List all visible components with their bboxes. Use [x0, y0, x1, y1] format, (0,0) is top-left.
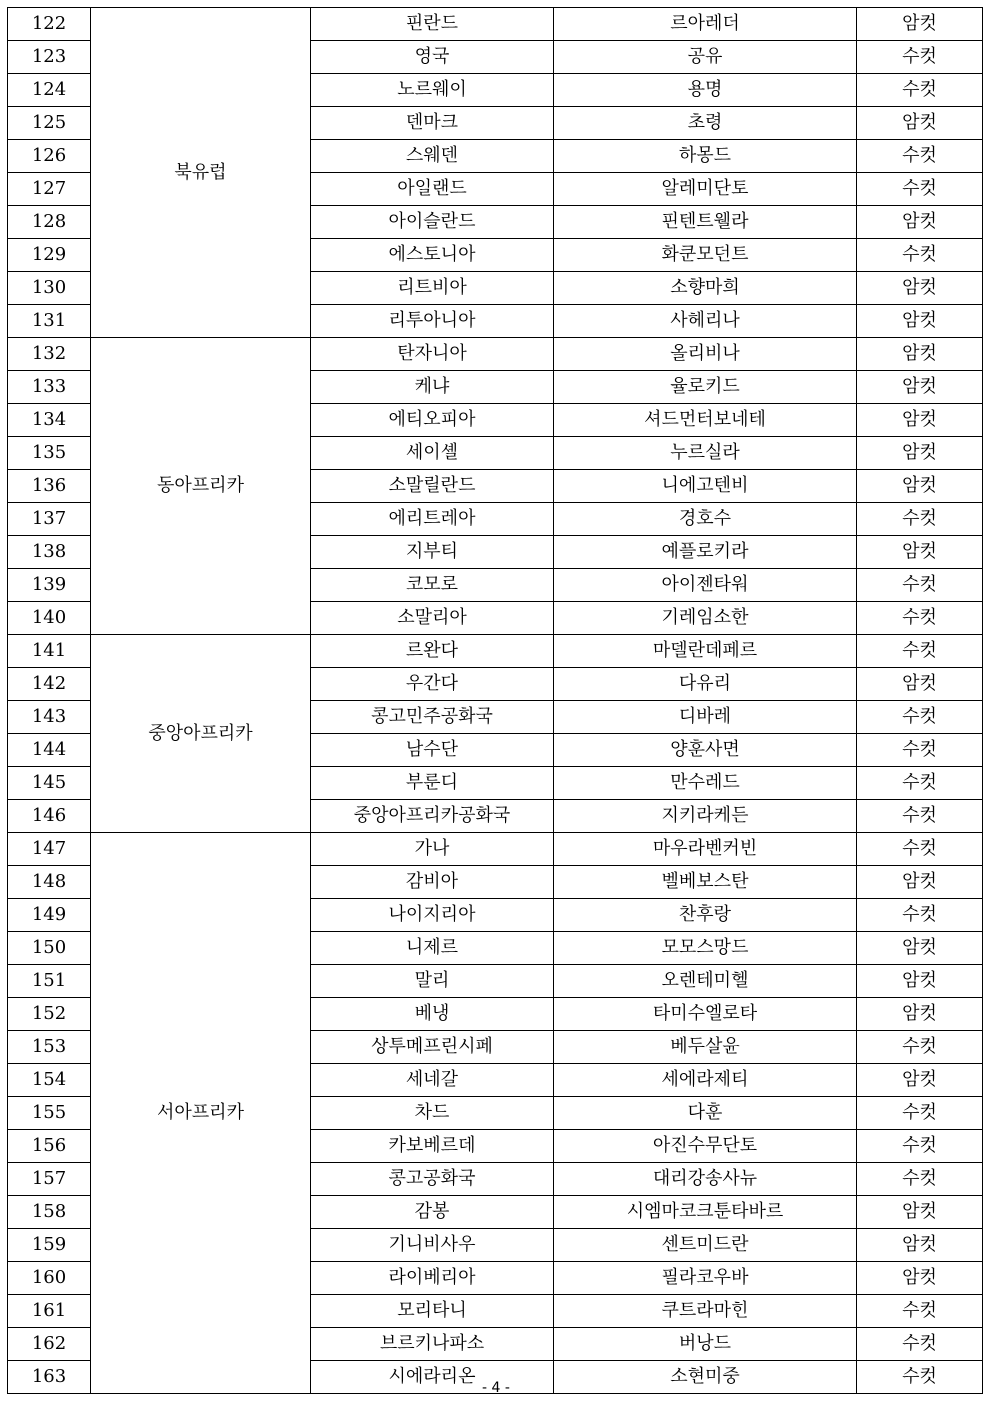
- animal-name-cell: 모모스망드: [554, 932, 857, 965]
- country-name-cell: 콩고민주공화국: [311, 701, 554, 734]
- row-number: 148: [8, 866, 91, 899]
- country-name-cell: 아이슬란드: [311, 206, 554, 239]
- animal-name-cell: 지키라케든: [554, 800, 857, 833]
- sex-cell: 암컷: [857, 932, 983, 965]
- sex-cell: 암컷: [857, 668, 983, 701]
- row-number: 155: [8, 1097, 91, 1130]
- country-name-cell: 니제르: [311, 932, 554, 965]
- row-number: 142: [8, 668, 91, 701]
- animal-name-cell: 시엠마코크툰타바르: [554, 1196, 857, 1229]
- row-number: 147: [8, 833, 91, 866]
- row-number: 130: [8, 272, 91, 305]
- country-name-cell: 우간다: [311, 668, 554, 701]
- row-number: 125: [8, 107, 91, 140]
- sex-cell: 수컷: [857, 767, 983, 800]
- sex-cell: 수컷: [857, 503, 983, 536]
- animal-name-cell: 다유리: [554, 668, 857, 701]
- sex-cell: 수컷: [857, 734, 983, 767]
- row-number: 163: [8, 1361, 91, 1394]
- country-name-cell: 에스토니아: [311, 239, 554, 272]
- region-name: 중앙아프리카: [91, 635, 311, 833]
- row-number: 137: [8, 503, 91, 536]
- sex-cell: 암컷: [857, 206, 983, 239]
- sex-cell: 수컷: [857, 140, 983, 173]
- row-number: 158: [8, 1196, 91, 1229]
- sex-cell: 암컷: [857, 338, 983, 371]
- country-name-cell: 탄자니아: [311, 338, 554, 371]
- sex-cell: 수컷: [857, 569, 983, 602]
- sex-cell: 수컷: [857, 833, 983, 866]
- animal-name-cell: 용명: [554, 74, 857, 107]
- country-name-cell: 베냉: [311, 998, 554, 1031]
- animal-name-cell: 오렌테미헬: [554, 965, 857, 998]
- animal-name-cell: 예플로키라: [554, 536, 857, 569]
- country-name-cell: 상투메프린시페: [311, 1031, 554, 1064]
- page-number: - 4 -: [482, 1380, 510, 1396]
- row-number: 145: [8, 767, 91, 800]
- country-name-cell: 말리: [311, 965, 554, 998]
- row-number: 122: [8, 8, 91, 41]
- sex-cell: 수컷: [857, 701, 983, 734]
- sex-cell: 수컷: [857, 74, 983, 107]
- country-name-cell: 남수단: [311, 734, 554, 767]
- sex-cell: 수컷: [857, 239, 983, 272]
- row-number: 126: [8, 140, 91, 173]
- country-name-cell: 핀란드: [311, 8, 554, 41]
- row-number: 134: [8, 404, 91, 437]
- sex-cell: 암컷: [857, 8, 983, 41]
- animal-name-cell: 누르실라: [554, 437, 857, 470]
- row-number: 153: [8, 1031, 91, 1064]
- animal-name-cell: 센트미드란: [554, 1229, 857, 1262]
- sex-cell: 수컷: [857, 800, 983, 833]
- row-number: 132: [8, 338, 91, 371]
- row-number: 124: [8, 74, 91, 107]
- animal-name-cell: 사헤리나: [554, 305, 857, 338]
- animal-name-cell: 하몽드: [554, 140, 857, 173]
- sex-cell: 암컷: [857, 470, 983, 503]
- animal-name-cell: 아진수무단토: [554, 1130, 857, 1163]
- animal-name-cell: 셔드먼터보네테: [554, 404, 857, 437]
- sex-cell: 수컷: [857, 1130, 983, 1163]
- country-name-cell: 모리타니: [311, 1295, 554, 1328]
- country-name-cell: 소말리아: [311, 602, 554, 635]
- sex-cell: 수컷: [857, 1361, 983, 1394]
- country-name-cell: 나이지리아: [311, 899, 554, 932]
- row-number: 141: [8, 635, 91, 668]
- row-number: 154: [8, 1064, 91, 1097]
- country-name-cell: 케냐: [311, 371, 554, 404]
- sex-cell: 암컷: [857, 1064, 983, 1097]
- country-name-cell: 르완다: [311, 635, 554, 668]
- sex-cell: 암컷: [857, 305, 983, 338]
- row-number: 127: [8, 173, 91, 206]
- sex-cell: 수컷: [857, 1328, 983, 1361]
- sex-cell: 수컷: [857, 635, 983, 668]
- row-number: 161: [8, 1295, 91, 1328]
- region-name: 서아프리카: [91, 833, 311, 1394]
- animal-name-cell: 세에라제티: [554, 1064, 857, 1097]
- animal-name-cell: 공유: [554, 41, 857, 74]
- animal-name-cell: 다훈: [554, 1097, 857, 1130]
- sex-cell: 암컷: [857, 998, 983, 1031]
- country-name-cell: 브르키나파소: [311, 1328, 554, 1361]
- animal-name-cell: 만수레드: [554, 767, 857, 800]
- country-name-cell: 감봉: [311, 1196, 554, 1229]
- country-name-cell: 시에라리온: [311, 1361, 554, 1394]
- table-row: [8, 8, 983, 41]
- country-name-table: [7, 7, 983, 1394]
- country-name-cell: 에티오피아: [311, 404, 554, 437]
- country-name-cell: 라이베리아: [311, 1262, 554, 1295]
- animal-name-cell: 율로키드: [554, 371, 857, 404]
- row-number: 162: [8, 1328, 91, 1361]
- animal-name-cell: 버낭드: [554, 1328, 857, 1361]
- row-number: 131: [8, 305, 91, 338]
- row-number: 135: [8, 437, 91, 470]
- animal-name-cell: 소향마희: [554, 272, 857, 305]
- row-number: 133: [8, 371, 91, 404]
- animal-name-cell: 핀텐트웰라: [554, 206, 857, 239]
- animal-name-cell: 베두살윤: [554, 1031, 857, 1064]
- country-name-cell: 세이셸: [311, 437, 554, 470]
- animal-name-cell: 알레미단토: [554, 173, 857, 206]
- animal-name-cell: 니에고텐비: [554, 470, 857, 503]
- row-number: 150: [8, 932, 91, 965]
- animal-name-cell: 초령: [554, 107, 857, 140]
- country-name-cell: 카보베르데: [311, 1130, 554, 1163]
- country-name-cell: 중앙아프리카공화국: [311, 800, 554, 833]
- country-name-cell: 영국: [311, 41, 554, 74]
- animal-name-cell: 마델란데페르: [554, 635, 857, 668]
- sex-cell: 암컷: [857, 437, 983, 470]
- country-name-cell: 가나: [311, 833, 554, 866]
- country-name-cell: 소말릴란드: [311, 470, 554, 503]
- sex-cell: 암컷: [857, 404, 983, 437]
- sex-cell: 수컷: [857, 1097, 983, 1130]
- row-number: 128: [8, 206, 91, 239]
- region-name: 북유럽: [91, 8, 311, 338]
- animal-name-cell: 소현미중: [554, 1361, 857, 1394]
- animal-name-cell: 양훈사면: [554, 734, 857, 767]
- sex-cell: 암컷: [857, 371, 983, 404]
- sex-cell: 암컷: [857, 1229, 983, 1262]
- country-name-cell: 노르웨이: [311, 74, 554, 107]
- country-name-cell: 코모로: [311, 569, 554, 602]
- sex-cell: 암컷: [857, 536, 983, 569]
- animal-name-cell: 대리강송사뉴: [554, 1163, 857, 1196]
- row-number: 138: [8, 536, 91, 569]
- row-number: 140: [8, 602, 91, 635]
- country-name-cell: 아일랜드: [311, 173, 554, 206]
- animal-name-cell: 아이젠타워: [554, 569, 857, 602]
- sex-cell: 수컷: [857, 173, 983, 206]
- region-name: 동아프리카: [91, 338, 311, 635]
- sex-cell: 암컷: [857, 1262, 983, 1295]
- row-number: 149: [8, 899, 91, 932]
- table-row: [8, 635, 983, 668]
- sex-cell: 수컷: [857, 602, 983, 635]
- animal-name-cell: 화쿤모던트: [554, 239, 857, 272]
- row-number: 136: [8, 470, 91, 503]
- country-name-cell: 감비아: [311, 866, 554, 899]
- row-number: 129: [8, 239, 91, 272]
- sex-cell: 암컷: [857, 272, 983, 305]
- sex-cell: 암컷: [857, 107, 983, 140]
- sex-cell: 수컷: [857, 1031, 983, 1064]
- country-name-cell: 콩고공화국: [311, 1163, 554, 1196]
- sex-cell: 수컷: [857, 899, 983, 932]
- row-number: 139: [8, 569, 91, 602]
- table-row: [8, 338, 983, 371]
- country-name-cell: 부룬디: [311, 767, 554, 800]
- sex-cell: 수컷: [857, 1163, 983, 1196]
- row-number: 159: [8, 1229, 91, 1262]
- country-name-cell: 리투아니아: [311, 305, 554, 338]
- country-name-cell: 차드: [311, 1097, 554, 1130]
- row-number: 146: [8, 800, 91, 833]
- country-name-cell: 기니비사우: [311, 1229, 554, 1262]
- animal-name-cell: 경호수: [554, 503, 857, 536]
- sex-cell: 수컷: [857, 1295, 983, 1328]
- table-row: [8, 833, 983, 866]
- sex-cell: 수컷: [857, 41, 983, 74]
- animal-name-cell: 벨베보스탄: [554, 866, 857, 899]
- animal-name-cell: 르아레더: [554, 8, 857, 41]
- animal-name-cell: 타미수엘로타: [554, 998, 857, 1031]
- row-number: 156: [8, 1130, 91, 1163]
- country-name-cell: 스웨덴: [311, 140, 554, 173]
- sex-cell: 암컷: [857, 965, 983, 998]
- animal-name-cell: 쿠트라마힌: [554, 1295, 857, 1328]
- row-number: 151: [8, 965, 91, 998]
- row-number: 143: [8, 701, 91, 734]
- document-page: [7, 7, 982, 1394]
- animal-name-cell: 필라코우바: [554, 1262, 857, 1295]
- row-number: 123: [8, 41, 91, 74]
- row-number: 144: [8, 734, 91, 767]
- row-number: 160: [8, 1262, 91, 1295]
- row-number: 152: [8, 998, 91, 1031]
- country-name-cell: 지부티: [311, 536, 554, 569]
- animal-name-cell: 찬후랑: [554, 899, 857, 932]
- animal-name-cell: 디바레: [554, 701, 857, 734]
- country-name-cell: 리트비아: [311, 272, 554, 305]
- country-name-cell: 덴마크: [311, 107, 554, 140]
- animal-name-cell: 마우라벤커빈: [554, 833, 857, 866]
- animal-name-cell: 기레임소한: [554, 602, 857, 635]
- sex-cell: 암컷: [857, 1196, 983, 1229]
- country-name-cell: 에리트레아: [311, 503, 554, 536]
- country-name-cell: 세네갈: [311, 1064, 554, 1097]
- table-body: [8, 8, 983, 1394]
- row-number: 157: [8, 1163, 91, 1196]
- animal-name-cell: 올리비나: [554, 338, 857, 371]
- sex-cell: 암컷: [857, 866, 983, 899]
